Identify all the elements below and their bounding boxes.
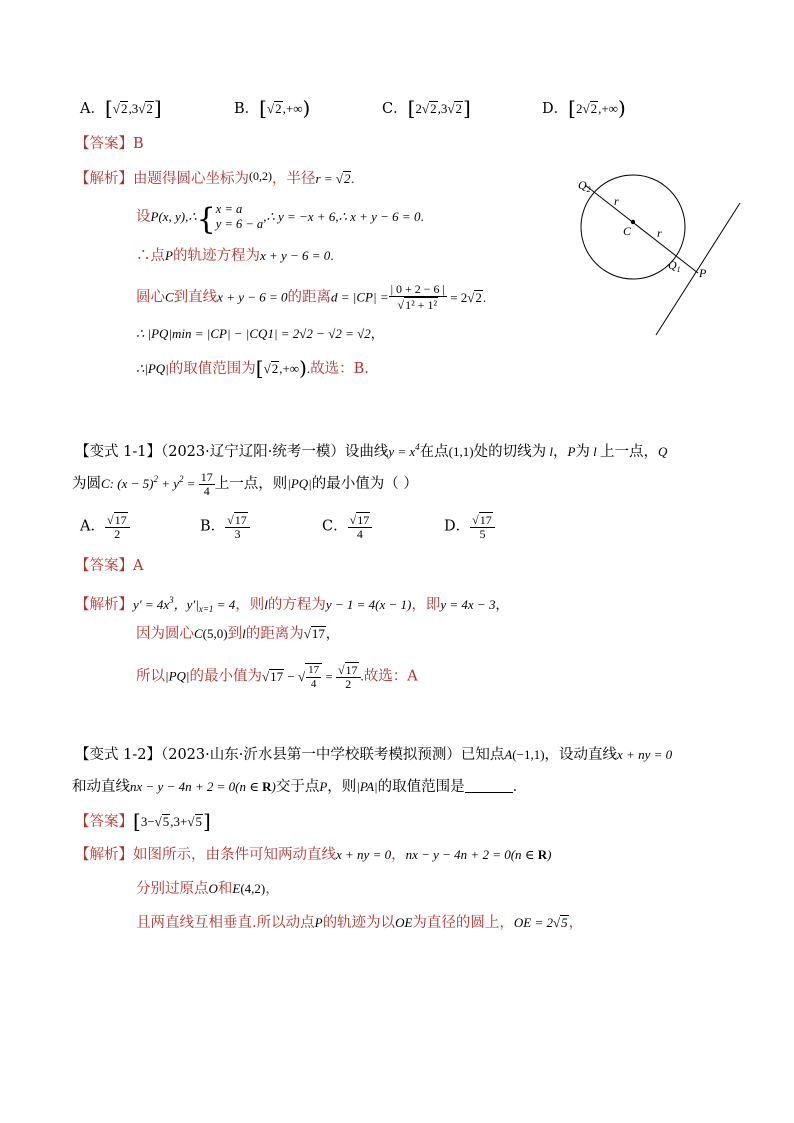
text: 的轨迹方程为 (172, 248, 260, 264)
option-a: A．[√2,3√2] (80, 96, 162, 120)
choice: A (407, 668, 418, 685)
text: 在点 (419, 444, 449, 460)
text: ， (568, 915, 584, 931)
circle-tangent-diagram (570, 165, 760, 350)
analysis-tag: 【解析】 (75, 171, 133, 187)
text: 的距离 (287, 289, 332, 306)
option-label: B． (200, 518, 226, 535)
denominator: 2 (114, 527, 121, 541)
line-eq: x + y − 6 = 0 (217, 289, 288, 305)
answer-tag: 【答案】 (75, 558, 133, 574)
v11-answer (75, 556, 143, 576)
answer-value: B (133, 136, 144, 152)
choice: B. (353, 361, 369, 377)
q1-analysis-line-1: 【解析】由题得圆心坐标为$^{(0,2)}$，半径r = √2. (75, 169, 355, 187)
answer-tag: 【答案】 (75, 136, 133, 152)
text: 的最小值为（ ） (311, 476, 418, 492)
text: ，即 (411, 597, 441, 613)
system-eq-2: y = 6 − a (215, 217, 264, 231)
therefore: ∴ (136, 361, 145, 376)
text: ， (265, 881, 280, 897)
text: 到 (227, 626, 243, 642)
q1-analysis-line-3: ∴点P的轨迹方程为x + y − 6 = 0. (136, 248, 334, 264)
text: 且两直线互相垂直.所以动点 (136, 915, 315, 931)
text: 分别过原点 (136, 881, 209, 897)
text: ∴点 (136, 248, 165, 264)
v12-line-2: 和动直线nx − y − 4n + 2 = 0(n ∈ R)交于点P，则|PA|的取值范围是 ． (72, 779, 528, 795)
text: 为 (575, 444, 590, 460)
text: 的方程为 (267, 597, 326, 613)
line-cp (585, 185, 698, 273)
line-equation: ∴ y = −x + 6,∴ x + y − 6 = 0 (266, 209, 421, 224)
v12-line-1: 【变式 1-2】（2023·山东·沂水县第一中学校联考模拟预测）已知点A(−1,1)，设动直线x + ny = 0 (75, 747, 673, 763)
text: 因为圆心 (136, 626, 194, 642)
text: 如图所示，由条件可知两动直线 (133, 847, 336, 863)
text: 到直线 (173, 289, 218, 306)
q1-answer (75, 134, 144, 154)
text: 交于点 (275, 779, 320, 795)
text: 上一点， (600, 444, 659, 460)
text: 处的切线为 (473, 444, 547, 460)
text: 由题得圆心坐标为 (133, 171, 249, 187)
q1-analysis-line-2: 设P(x, y),∴{ x = a y = 6 − a ,∴ y = −x + 6,∴ x + y − 6 = 0. (136, 202, 424, 237)
text: 的轨迹为以 (322, 915, 396, 931)
text: 设 (136, 209, 151, 225)
center-coord: (0,2) (249, 169, 272, 183)
text: ，设动直线 (544, 747, 618, 763)
denominator: 3 (234, 527, 241, 541)
q1-analysis-line-6: ∴|PQ|的取值范围为[√2,+∞).故选：B. (136, 356, 369, 380)
center-dot (631, 220, 635, 224)
text: 故选： (310, 361, 354, 377)
text: 已知点 (460, 747, 505, 763)
label-q1: $Q_1$ (668, 258, 681, 274)
distance-numerator: | 0 + 2 − 6 | (390, 282, 445, 296)
v12-analysis-line-2: 分别过原点O和E(4,2)， (136, 881, 280, 897)
text: ，则 (235, 597, 265, 613)
option-label: A． (80, 518, 105, 535)
v11-option-d: D． $\frac{√17}{5}$ (444, 512, 495, 541)
analysis-tag: 【解析】 (75, 847, 133, 863)
label-q2: $Q_2$ (578, 178, 591, 194)
text: 和动直线 (72, 779, 130, 795)
v11-analysis-line-3: 所以|PQ|的最小值为√17 − √ $\frac{17}{4}$ = $\frac{√17}{2}$ .故选：A (136, 663, 418, 691)
text: 故选： (363, 668, 408, 685)
v11-analysis-line-2: 因为圆心C(5,0)到l的距离为√17， (136, 626, 339, 642)
variant-tag: 【变式 1-1】 (75, 444, 161, 460)
option-a-label: A． (80, 101, 105, 117)
option-b: B．[√2,+∞) (234, 96, 311, 120)
v11-option-a: A． $\frac{√17}{2}$ (80, 512, 130, 541)
label-p: P (699, 266, 707, 280)
q1-analysis-line-5: ∴ |PQ|min = |CP| − |CQ1| = 2√2 − √2 = √2， (136, 326, 384, 341)
variant-source: （2023·山东·沂水县第一中学校联考模拟预测） (160, 747, 461, 763)
label-r-lower: r (657, 226, 662, 240)
text: ． (512, 779, 528, 795)
text: 的取值范围为 (168, 361, 256, 377)
denominator: 5 (479, 527, 486, 541)
text: 圆心 (136, 289, 165, 306)
denominator: 4 (356, 527, 363, 541)
v12-analysis-line-1: 【解析】如图所示，由条件可知两动直线x + ny = 0，nx − y − 4n + 2 = 0(n ∈ R) (75, 847, 552, 863)
locus-equation: x + y − 6 = 0 (259, 248, 331, 263)
text: 设曲线 (344, 444, 389, 460)
option-c-label: C． (382, 101, 408, 117)
text: 上一点，则 (214, 476, 288, 492)
text: 所以 (136, 668, 165, 685)
v11-option-c: C． $\frac{√17}{4}$ (322, 512, 372, 541)
v11-option-b: B． $\frac{√17}{3}$ (200, 512, 250, 541)
answer-value: A (133, 558, 144, 574)
q1-analysis-line-4: 圆心C到直线x + y − 6 = 0的距离d = |CP| = $\frac{| 0 + 2 - 6 |}{\text{√1² + 1²}}$ = 2√2. (136, 282, 487, 312)
v12-analysis-line-3: 且两直线互相垂直.所以动点P的轨迹为以OE为直径的圆上，OE = 2√5， (136, 915, 584, 931)
v11-analysis-line-1: 【解析】$y' = 4x^3$，$y'|_{x=1} = 4$，则l的方程为y − 1 = 4(x − 1)，即y = 4x − 3， (75, 595, 509, 614)
text: ， (391, 847, 406, 863)
text: 的最小值为 (189, 668, 262, 685)
answer-tag: 【答案】 (75, 814, 133, 830)
text: ， (552, 444, 568, 460)
option-label: C． (322, 518, 348, 535)
option-d-label: D． (542, 101, 569, 117)
text: ，则 (327, 779, 357, 795)
analysis-tag: 【解析】 (75, 597, 133, 613)
text: ，半径 (272, 171, 316, 187)
option-c: C．[2√2,3√2] (382, 96, 471, 120)
text: 的距离为 (245, 626, 304, 642)
text: 为圆 (72, 476, 101, 492)
variant-source: （2023·辽宁辽阳·统考一模） (160, 444, 345, 460)
option-d: D．[2√2,+∞) (542, 96, 626, 120)
v11-line-2: 为圆C: $(x - 5)^2 + y^2$ = $\frac{17}{4}$ 上一点，则|PQ|的最小值为（ ） (72, 469, 418, 498)
text: 为直径的圆上， (412, 915, 514, 931)
variant-tag: 【变式 1-2】 (75, 747, 161, 763)
answer-blank (465, 778, 513, 793)
text: 和 (217, 881, 233, 897)
label-r-upper: r (614, 194, 619, 208)
text: 的取值范围是 (377, 779, 465, 795)
label-c: C (623, 224, 632, 238)
v12-answer: 【答案】[3−√5,3+√5] (75, 809, 211, 833)
option-label: D． (444, 518, 471, 535)
min-distance-equation: |PQ|min = |CP| − |CQ1| = 2√2 − √2 = √2 (147, 326, 371, 341)
v11-line-1: 【变式 1-1】（2023·辽宁辽阳·统考一模）设曲线$y = x^4$在点(1,1)处的切线为 l，P为 l 上一点，Q (75, 442, 668, 460)
system-eq-1: x = a (215, 202, 243, 216)
option-b-label: B． (234, 101, 260, 117)
